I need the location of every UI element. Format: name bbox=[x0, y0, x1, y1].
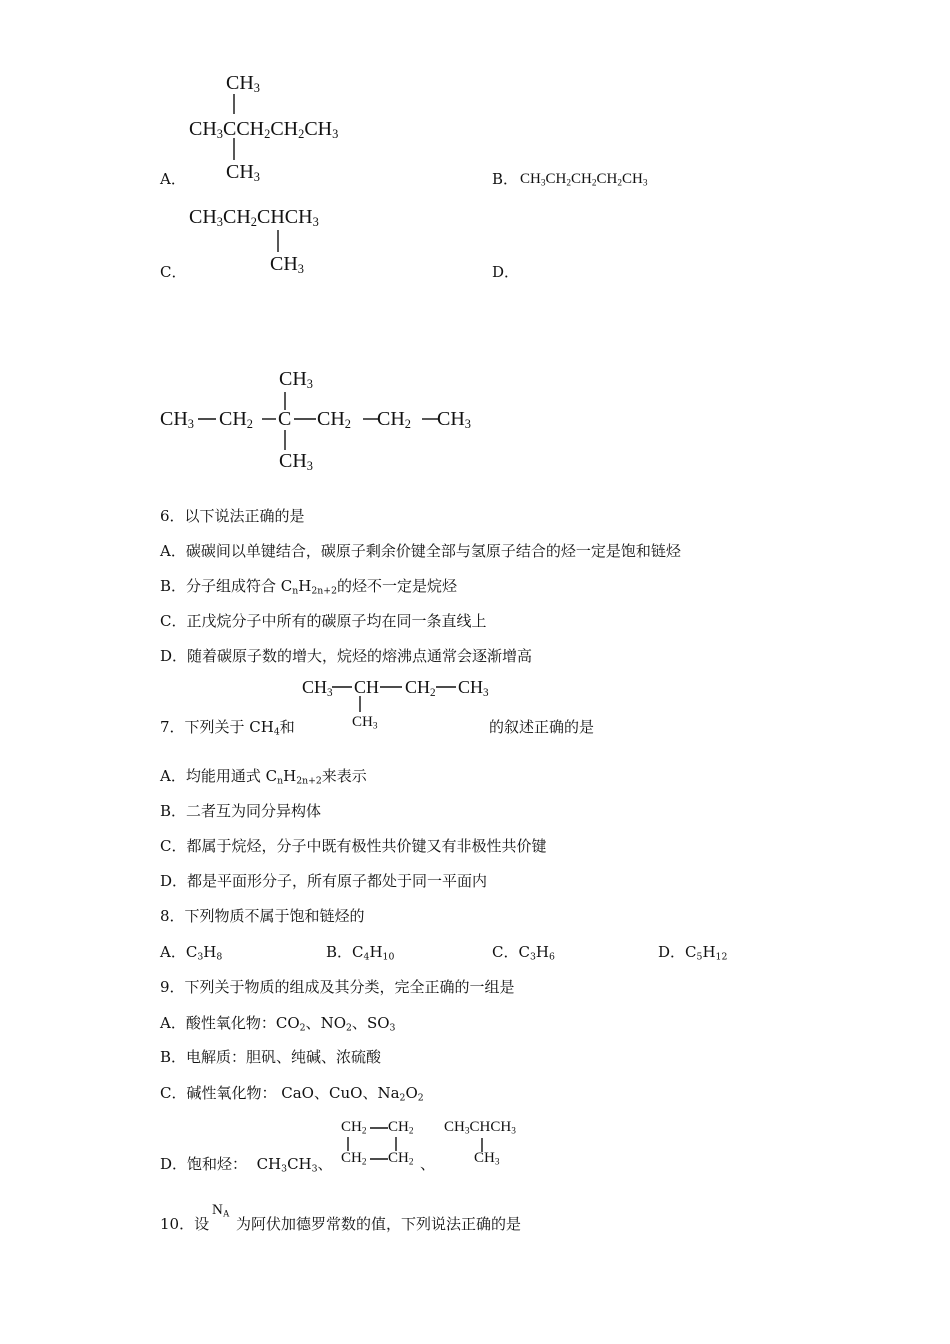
q9-option-b: B．电解质：胆矾、纯碱、浓硫酸 bbox=[160, 1048, 382, 1066]
q9-ring-bl: $CH_2$ bbox=[341, 1150, 367, 1168]
q7-option-b: B．二者互为同分异构体 bbox=[160, 802, 322, 820]
q5c-branch: $CH_3$ bbox=[270, 253, 304, 277]
q9-option-a: A．酸性氧化物：$CO_2$、$NO_2$、$SO_3$ bbox=[160, 1014, 396, 1034]
q5a-top-methyl: $CH_3$ bbox=[226, 72, 260, 96]
q9-ring-bonds bbox=[340, 1118, 430, 1173]
q9-iso-main: $CH_3CHCH_3$ bbox=[444, 1119, 516, 1137]
q7-bonds bbox=[300, 678, 500, 718]
q8-option-a: A．$C_3H_8$ bbox=[160, 943, 223, 963]
q7-option-a: A．均能用通式 $C_nH_{2n+2}$来表示 bbox=[160, 767, 367, 787]
q7-option-d: D．都是平面形分子，所有原子都处于同一平面内 bbox=[160, 872, 488, 890]
q6-option-d: D．随着碳原子数的增大，烷烃的熔沸点通常会逐渐增高 bbox=[160, 647, 533, 665]
q7-chain: $CH_3$ bbox=[302, 677, 333, 699]
q9-ring-tl: $CH_2$ bbox=[341, 1119, 367, 1137]
q10-na-symbol: $N_A$ bbox=[212, 1202, 230, 1220]
q5-option-c-label: C． bbox=[160, 263, 187, 281]
q6-option-a: A．碳碳间以单键结合，碳原子剩余价键全部与氢原子结合的烃一定是饱和链烃 bbox=[160, 542, 681, 560]
q9-ring-br: $CH_2$ bbox=[388, 1150, 414, 1168]
q9-option-d: D．饱和烃： $CH_3CH_3$、 bbox=[160, 1155, 333, 1175]
q8-option-d: D．$C_5H_{12}$ bbox=[658, 943, 728, 963]
q9-ring-tr: $CH_2$ bbox=[388, 1119, 414, 1137]
q9-sep: 、 bbox=[420, 1155, 436, 1173]
q6-option-b: B．分子组成符合 $C_nH_{2n+2}$的烃不一定是烷烃 bbox=[160, 577, 457, 597]
q9-iso-branch: $CH_3$ bbox=[474, 1150, 500, 1168]
q5-option-b-label: B． bbox=[492, 170, 519, 188]
q5d-c2: $CH_2$ bbox=[219, 408, 253, 432]
q7-branch: $CH_3$ bbox=[352, 714, 378, 732]
q5a-bottom-methyl: $CH_3$ bbox=[226, 161, 260, 185]
q7-ch: CH bbox=[354, 677, 380, 697]
q8-option-c: C．$C_3H_6$ bbox=[492, 943, 555, 963]
q5c-main-chain: $CH_3CH_2CHCH_3$ bbox=[189, 206, 319, 230]
q7-ch3-end: $CH_3$ bbox=[458, 677, 489, 699]
q5d-c4: $CH_2$ bbox=[317, 408, 351, 432]
q7-stem-end: 的叙述正确的是 bbox=[489, 718, 595, 736]
q5d-c3: C bbox=[278, 408, 292, 430]
q5d-c5: $CH_2$ bbox=[377, 408, 411, 432]
q7-ch2: $CH_2$ bbox=[405, 677, 436, 699]
q8-option-b: B．$C_4H_{10}$ bbox=[326, 943, 395, 963]
q7-stem: 7．下列关于 $CH_4$和 bbox=[160, 718, 295, 738]
q8-stem: 8．下列物质不属于饱和链烃的 bbox=[160, 907, 365, 925]
q10-stem-prefix: 10．设 bbox=[160, 1215, 210, 1233]
q5d-top-methyl: $CH_3$ bbox=[279, 368, 313, 392]
q10-stem: 为阿伏加德罗常数的值，下列说法正确的是 bbox=[236, 1215, 522, 1233]
q9-stem: 9．下列关于物质的组成及其分类，完全正确的一组是 bbox=[160, 978, 515, 996]
q9-option-c: C．碱性氧化物： CaO、CuO、$Na_2O_2$ bbox=[160, 1084, 424, 1104]
q5-option-d-label: D． bbox=[492, 263, 520, 281]
q6-stem: 6．以下说法正确的是 bbox=[160, 507, 305, 525]
q5d-c1: $CH_3$ bbox=[160, 408, 194, 432]
q6-option-c: C．正戊烷分子中所有的碳原子均在同一条直线上 bbox=[160, 612, 487, 630]
q5d-bottom-methyl: $CH_3$ bbox=[279, 450, 313, 474]
q5a-main-chain: $CH_3CCH_2CH_2CH_3$ bbox=[189, 118, 339, 142]
q5-option-a-label: A． bbox=[160, 170, 186, 188]
q7-option-c: C．都属于烷烃，分子中既有极性共价键又有非极性共价键 bbox=[160, 837, 547, 855]
q5b-formula: $CH_3CH_2CH_2CH_2CH_3$ bbox=[520, 171, 648, 189]
q5d-c6: $CH_3$ bbox=[437, 408, 471, 432]
